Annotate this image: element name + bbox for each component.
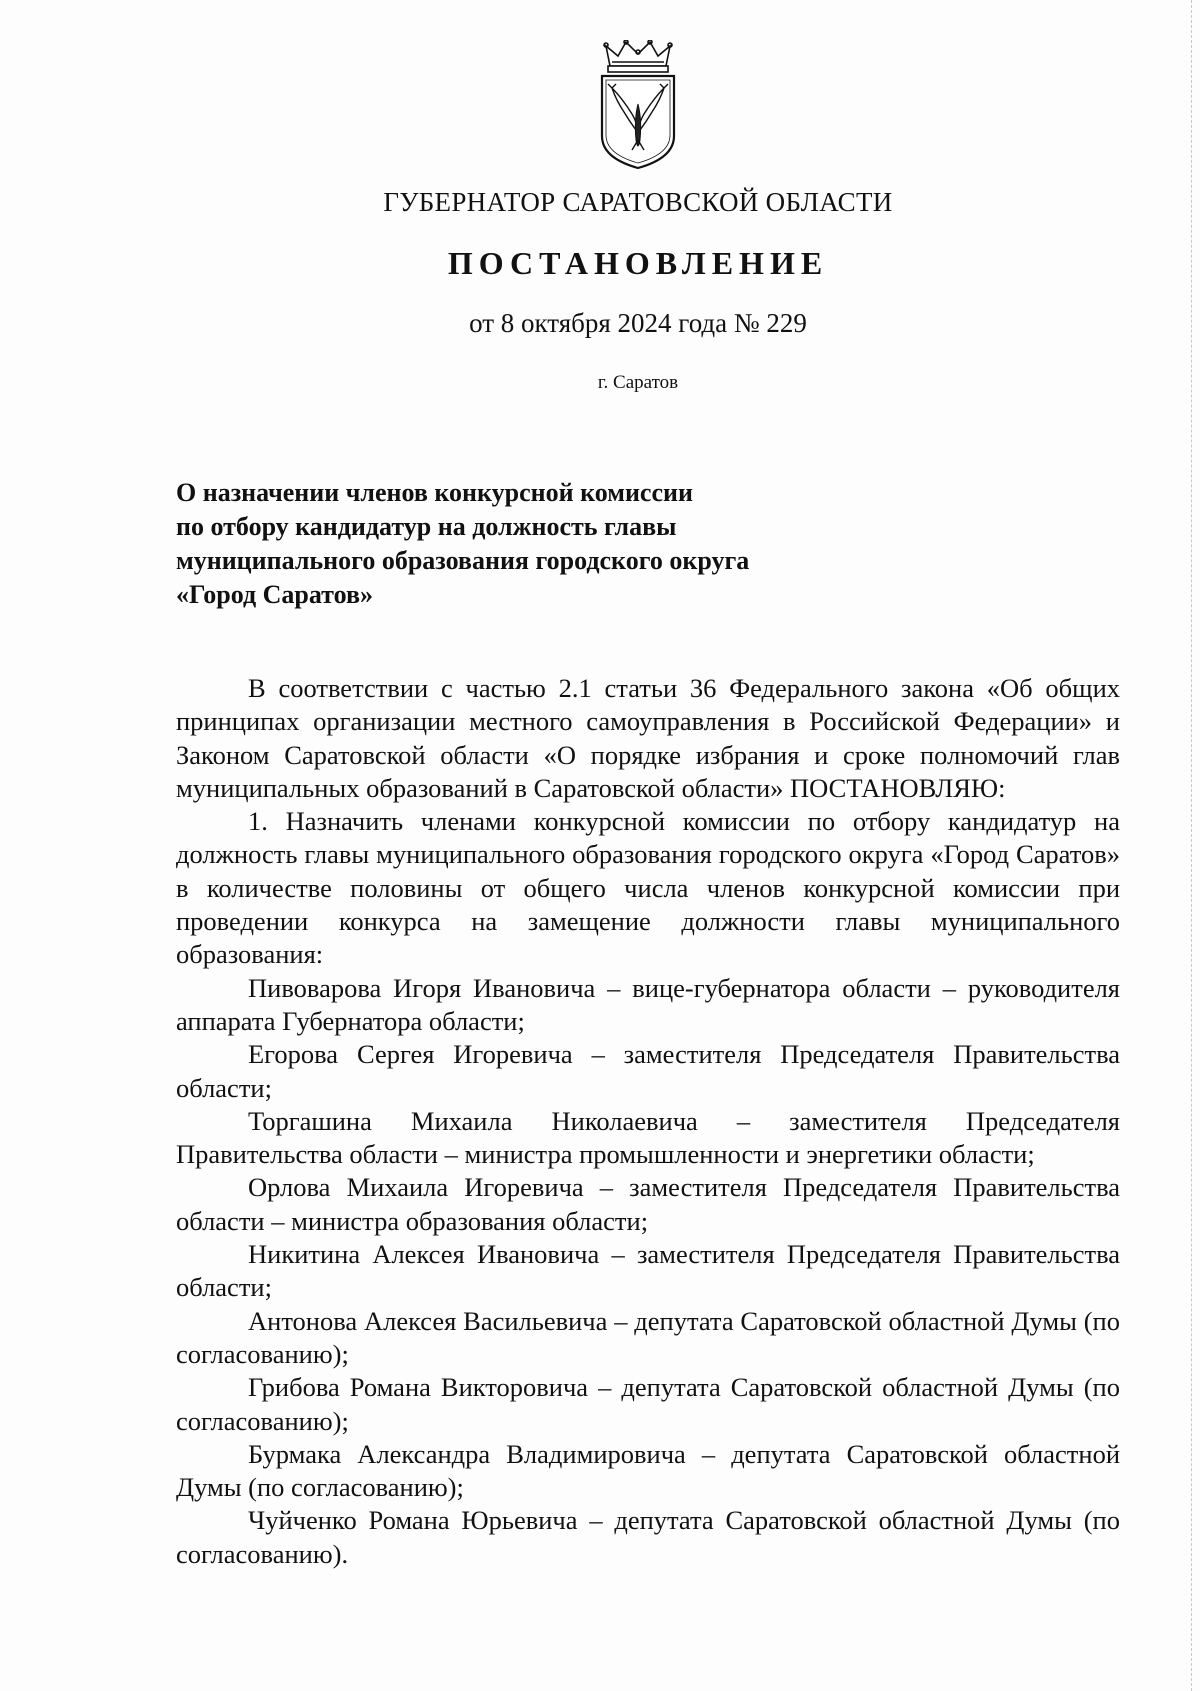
member-entry: Никитина Алексея Ивановича – заместителя Председателя Правительства области; xyxy=(176,1239,1120,1303)
preamble-paragraph: В соответствии с частью 2.1 статьи 36 Федерального закона «Об общих принципах организации местного самоуправления в Российской Федерации» и Законом Саратовской области «О порядке избрания и сроке полномочий глав муниципальных образований в Саратовской области» ПОСТАНОВЛЯЮ: xyxy=(176,673,1120,803)
document-subject xyxy=(176,476,776,612)
item-1-paragraph: 1. Назначить членами конкурсной комиссии по отбору кандидатур на должность главы муниципального образования городского округа «Город Саратов» в количестве половины от общего числа членов конкурсной комиссии при проведении конкурса на замещение должности главы муниципального образования: xyxy=(176,806,1120,970)
document-date-number: от 8 октября 2024 года № 229 xyxy=(469,308,807,338)
subject-line: муниципального образования городского округа xyxy=(176,546,750,575)
document-body xyxy=(176,672,1120,1571)
member-entry: Торгашина Михаила Николаевича – заместителя Председателя Правительства области – министра промышленности и энергетики области; xyxy=(176,1105,1120,1170)
document-city: г. Саратов xyxy=(597,372,679,393)
issuer-heading: ГУБЕРНАТОР САРАТОВСКОЙ ОБЛАСТИ xyxy=(383,187,893,217)
saratov-coat-of-arms-icon xyxy=(594,40,682,170)
member-entry: Чуйченко Романа Юрьевича – депутата Саратовской областной Думы (по согласованию). xyxy=(176,1505,1120,1569)
member-entry: Грибова Романа Викторовича – депутата Саратовской областной Думы (по согласованию); xyxy=(176,1372,1120,1436)
member-entry: Антонова Алексея Васильевича – депутата Саратовской областной Думы (по согласованию); xyxy=(176,1305,1120,1369)
subject-line: по отбору кандидатур на должность главы xyxy=(176,512,677,541)
member-entry: Бурмака Александра Владимировича – депутата Саратовской областной Думы (по согласованию); xyxy=(176,1438,1120,1503)
subject-line: «Город Саратов» xyxy=(176,580,374,609)
document-type-title: ПОСТАНОВЛЕНИЕ xyxy=(447,245,829,281)
subject-line: О назначении членов конкурсной комиссии xyxy=(176,478,693,507)
member-entry: Пивоварова Игоря Ивановича – вице-губернатора области – руководителя аппарата Губернатора области; xyxy=(176,972,1120,1036)
member-entry: Егорова Сергея Игоревича – заместителя Председателя Правительства области; xyxy=(176,1039,1120,1103)
member-entry: Орлова Михаила Игоревича – заместителя Председателя Правительства области – министра образования области; xyxy=(176,1172,1120,1236)
